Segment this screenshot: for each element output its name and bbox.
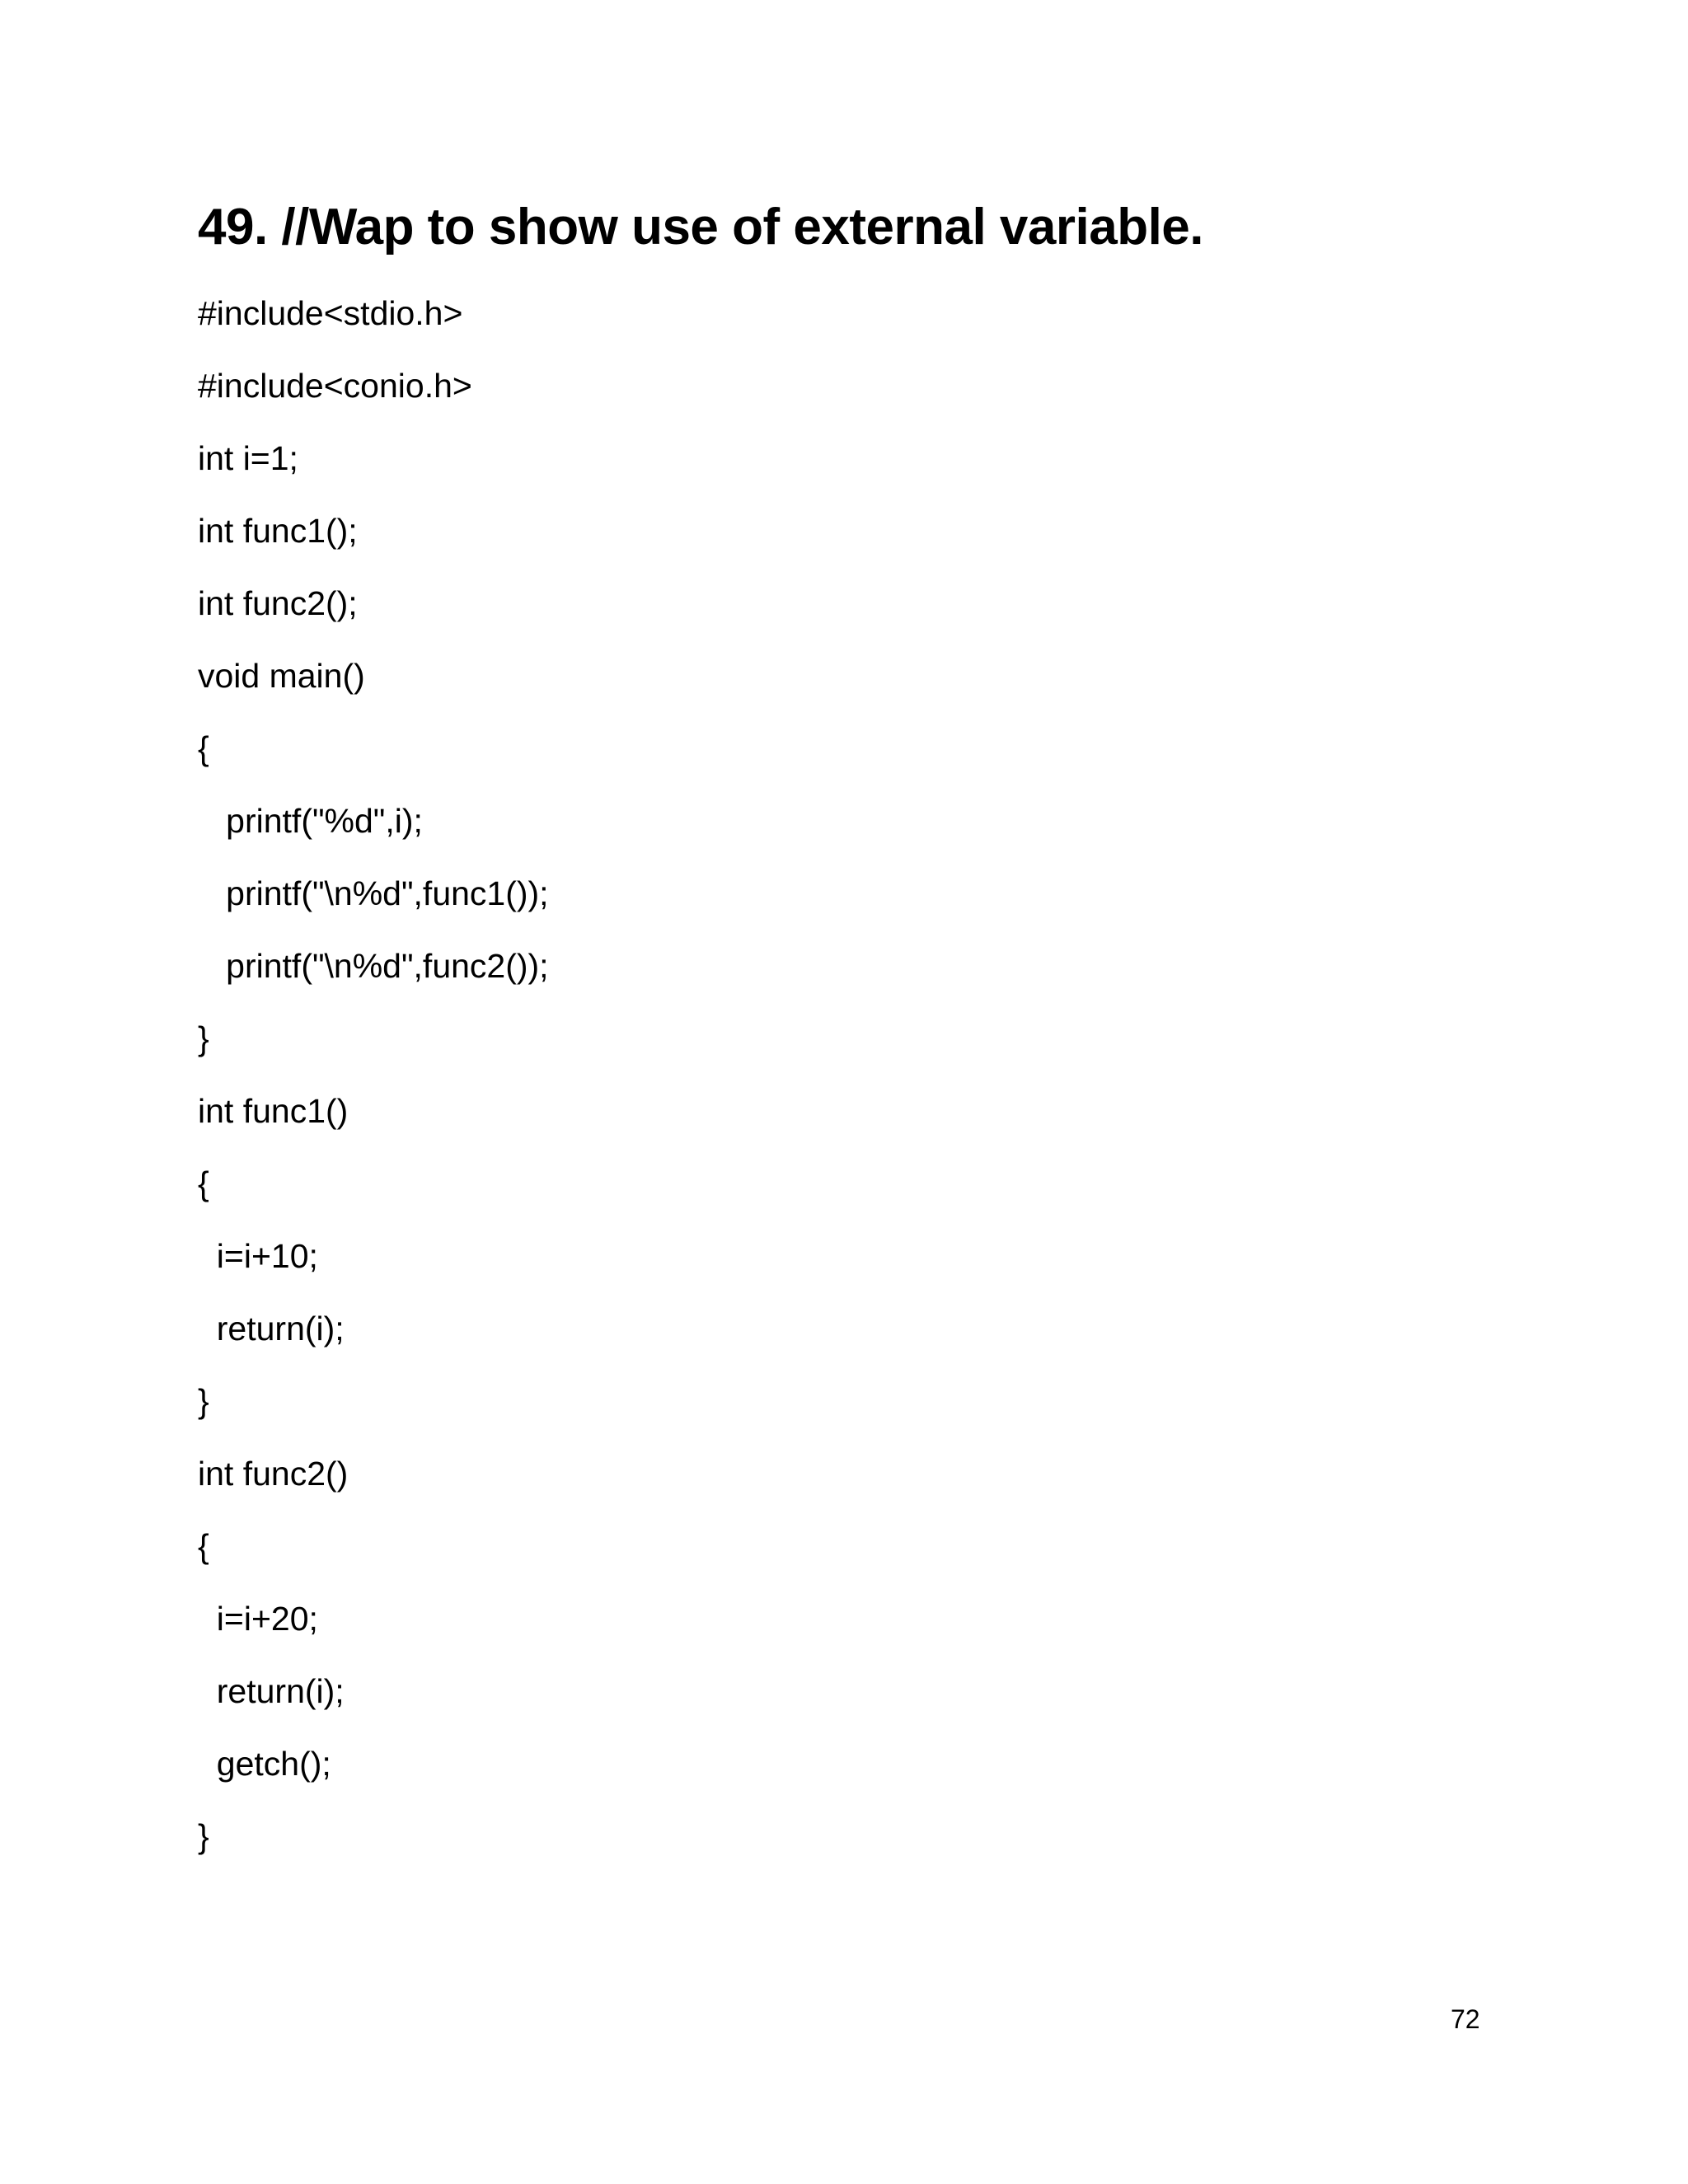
code-line: int i=1;	[198, 439, 298, 477]
code-line: int func1();	[198, 512, 358, 550]
code-line: }	[198, 1817, 209, 1855]
code-line: int func2()	[198, 1455, 349, 1493]
code-line: }	[198, 1019, 209, 1057]
code-line: void main()	[198, 657, 365, 695]
code-line: int func1()	[198, 1092, 349, 1130]
code-line: return(i);	[198, 1672, 345, 1710]
code-line: }	[198, 1382, 209, 1420]
page-number: 72	[1451, 2004, 1480, 2034]
page-title: 49. //Wap to show use of external variable.	[198, 199, 1204, 255]
code-line: i=i+10;	[198, 1237, 318, 1275]
code-line: return(i);	[198, 1310, 345, 1347]
code-line: {	[198, 1165, 209, 1202]
code-line: i=i+20;	[198, 1600, 318, 1638]
code-line: printf("\n%d",func1());	[198, 874, 549, 912]
code-line: {	[198, 1527, 209, 1565]
code-line: printf("\n%d",func2());	[198, 947, 549, 985]
code-line: printf("%d",i);	[198, 802, 423, 840]
code-line: getch();	[198, 1745, 331, 1783]
code-line: {	[198, 729, 209, 767]
code-listing	[198, 288, 549, 1884]
code-line: #include<stdio.h>	[198, 294, 463, 332]
code-line: int func2();	[198, 584, 358, 622]
code-line: #include<conio.h>	[198, 367, 472, 405]
